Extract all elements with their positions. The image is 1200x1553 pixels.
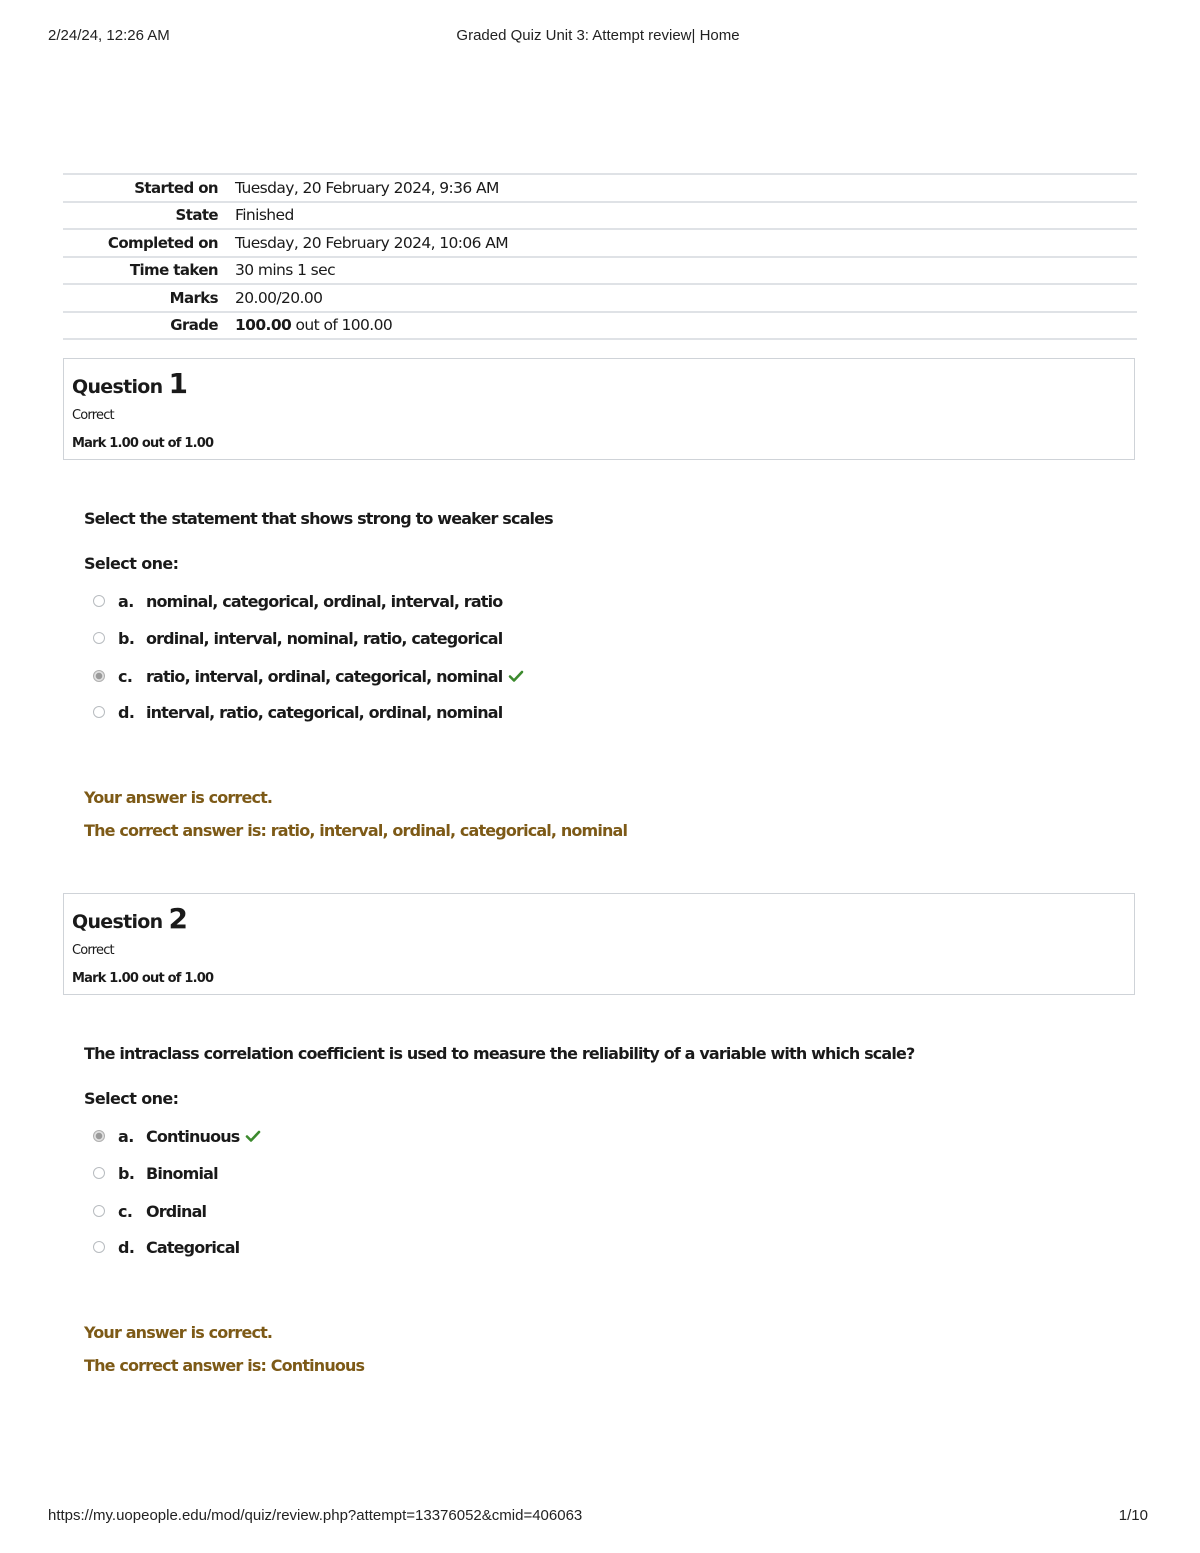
completed-on-value: Tuesday, 20 February 2024, 10:06 AM [235,233,509,252]
question-1-feedback: Your answer is correct. [84,788,273,807]
marks-label: Marks [169,288,218,307]
question-number: 2 [168,902,188,935]
option-text: Ordinal [146,1201,207,1221]
option-text: Categorical [146,1237,240,1257]
option-letter: b. [118,628,135,648]
question-1-option-d[interactable] [93,700,502,724]
option-text: Continuous [146,1126,240,1146]
option-text: interval, ratio, categorical, ordinal, nominal [146,702,503,722]
summary-row-state [63,202,1137,230]
question-2-option-c[interactable] [93,1199,206,1223]
radio-button[interactable] [93,1241,105,1253]
question-1-prompt: Select one: [84,554,179,573]
question-1-option-a[interactable] [93,589,502,613]
print-date: 2/24/24, 12:26 AM [48,27,170,44]
radio-button[interactable] [93,1167,105,1179]
state-value: Finished [235,206,294,225]
marks-value: 20.00/20.00 [235,288,323,307]
question-2-state: Correct [72,943,114,958]
grade-value-cell [235,312,1137,340]
check-icon [508,668,524,684]
question-2-feedback: Your answer is correct. [84,1323,273,1342]
question-2-info [63,893,1135,995]
summary-row-completed [63,229,1137,257]
radio-button[interactable] [93,595,105,607]
question-2-grade: Mark 1.00 out of 1.00 [72,971,214,986]
print-page-number: 1/10 [1118,1507,1148,1524]
radio-button[interactable] [93,670,105,682]
check-icon [245,1128,261,1144]
radio-button[interactable] [93,1205,105,1217]
time-taken-value: 30 mins 1 sec [235,261,336,280]
question-2-option-a[interactable] [93,1124,261,1148]
started-on-label: Started on [134,178,218,197]
print-url: https://my.uopeople.edu/mod/quiz/review.php?attempt=13376052&cmid=406063 [48,1507,583,1524]
option-text: nominal, categorical, ordinal, interval, ratio [146,591,503,611]
option-letter: c. [118,1201,133,1221]
summary-row-time [63,257,1137,285]
question-2-option-d[interactable] [93,1235,239,1259]
question-number: 1 [168,367,188,400]
completed-on-label: Completed on [107,233,218,252]
summary-row-grade [63,312,1137,340]
grade-value: 100.00 [235,316,292,335]
question-label: Question [72,376,163,398]
question-1-option-c[interactable] [93,664,524,688]
question-1-state: Correct [72,408,114,423]
summary-row-marks [63,284,1137,312]
option-letter: a. [118,1126,134,1146]
radio-button[interactable] [93,706,105,718]
summary-row-started [63,174,1137,202]
option-letter: c. [118,666,133,686]
option-letter: a. [118,591,134,611]
state-label: State [175,206,218,225]
question-1-option-b[interactable] [93,626,502,650]
grade-label: Grade [170,316,218,335]
option-text: Binomial [146,1163,218,1183]
radio-button[interactable] [93,1130,105,1142]
option-letter: d. [118,1237,135,1257]
print-header [48,27,1148,49]
print-page-title: Graded Quiz Unit 3: Attempt review| Home [456,27,740,44]
radio-button[interactable] [93,632,105,644]
question-1-number [72,367,187,400]
option-letter: d. [118,702,135,722]
option-letter: b. [118,1163,135,1183]
question-2-text: The intraclass correlation coefficient is used to measure the reliability of a variable with which scale? [84,1044,915,1063]
question-2-number [72,902,187,935]
question-1-grade: Mark 1.00 out of 1.00 [72,436,214,451]
option-text: ratio, interval, ordinal, categorical, nominal [146,666,503,686]
grade-suffix: out of 100.00 [291,316,393,335]
question-label: Question [72,911,163,933]
question-1-text: Select the statement that shows strong to weaker scales [84,509,553,528]
print-footer [48,1507,1148,1529]
question-2-prompt: Select one: [84,1089,179,1108]
option-text: ordinal, interval, nominal, ratio, categorical [146,628,503,648]
started-on-value: Tuesday, 20 February 2024, 9:36 AM [235,178,499,197]
question-2-option-b[interactable] [93,1161,218,1185]
question-1-right-answer: The correct answer is: ratio, interval, ordinal, categorical, nominal [84,821,628,840]
time-taken-label: Time taken [129,261,218,280]
question-2-right-answer: The correct answer is: Continuous [84,1356,365,1375]
question-1-info [63,358,1135,460]
attempt-summary-table [63,173,1137,340]
